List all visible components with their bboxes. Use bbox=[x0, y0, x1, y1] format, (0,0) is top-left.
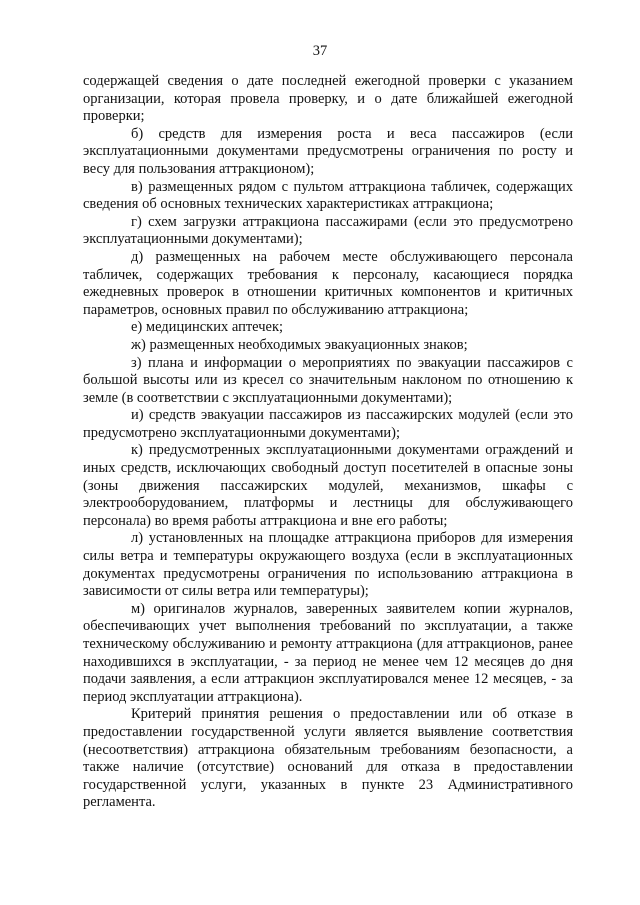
paragraph-item-d: д) размещенных на рабочем месте обслуживающего персонала табличек, содержащих требования к персоналу, касающиеся порядка ежедневных проверок в отношении критичных компонентов и критичных параметров, основных правил по обслуживанию аттракциона; bbox=[83, 248, 573, 318]
page-number: 37 bbox=[312, 43, 328, 59]
paragraph-item-z: з) плана и информации о мероприятиях по эвакуации пассажиров с большой высоты или из кресел со значительным наклоном по отношению к земле (в соответствии с эксплуатационными документами); bbox=[83, 354, 573, 406]
document-body bbox=[83, 73, 573, 812]
paragraph-item-b: б) средств для измерения роста и веса пассажиров (если эксплуатационными документами предусмотрены ограничения по росту и весу для пользования аттракционом); bbox=[83, 125, 573, 177]
paragraph-item-e: е) медицинских аптечек; bbox=[131, 319, 284, 336]
paragraph-item-i: и) средств эвакуации пассажиров из пассажирских модулей (если это предусмотрено эксплуатационными документами); bbox=[83, 407, 573, 441]
paragraph-item-l: л) установленных на площадке аттракциона приборов для измерения силы ветра и температуры окружающего воздуха (если в эксплуатационных документах предусмотрены ограничения по использованию аттракциона в зависимости от силы ветра или температуры); bbox=[83, 530, 573, 600]
paragraph-decision-criterion: Критерий принятия решения о предоставлении или об отказе в предоставлении государственной услуги является выявление соответствия (несоответствия) аттракциона обязательным требованиям безопасности, а также наличие (отсутствие) оснований для отказа в предоставлении государственной услуги, указанных в пункте 23 Административного регламента. bbox=[83, 706, 573, 811]
paragraph-item-m: м) оригиналов журналов, заверенных заявителем копии журналов, обеспечивающих учет выполнения требований по эксплуатации, а также техническому обслуживанию и ремонту аттракциона (для аттракционов, ранее находившихся в эксплуатации, - за период не менее чем 12 месяцев до дня подачи заявления, а если аттракцион эксплуатировался менее 12 месяцев, - за период эксплуатации аттракциона). bbox=[83, 600, 573, 705]
paragraph-item-v: в) размещенных рядом с пультом аттракциона табличек, содержащих сведения об основных технических характеристиках аттракциона; bbox=[83, 178, 573, 213]
paragraph-item-g: г) схем загрузки аттракциона пассажирами (если это предусмотрено эксплуатационными документами); bbox=[83, 213, 573, 248]
paragraph-item-zh: ж) размещенных необходимых эвакуационных знаков; bbox=[131, 336, 468, 353]
paragraph-item-k: к) предусмотренных эксплуатационными документами ограждений и иных средств, исключающих свободный доступ посетителей в опасные зоны (зоны движения пассажирских модулей, механизмов, шкафы с электрооборудованием, платформы и лестницы для обслуживающего персонала) во время работы аттракциона и вне его работы; bbox=[83, 442, 573, 529]
paragraph-continuation: содержащей сведения о дате последней ежегодной проверки с указанием организации, которая провела проверку, и о дате ближайшей ежегодной проверки; bbox=[83, 73, 573, 125]
